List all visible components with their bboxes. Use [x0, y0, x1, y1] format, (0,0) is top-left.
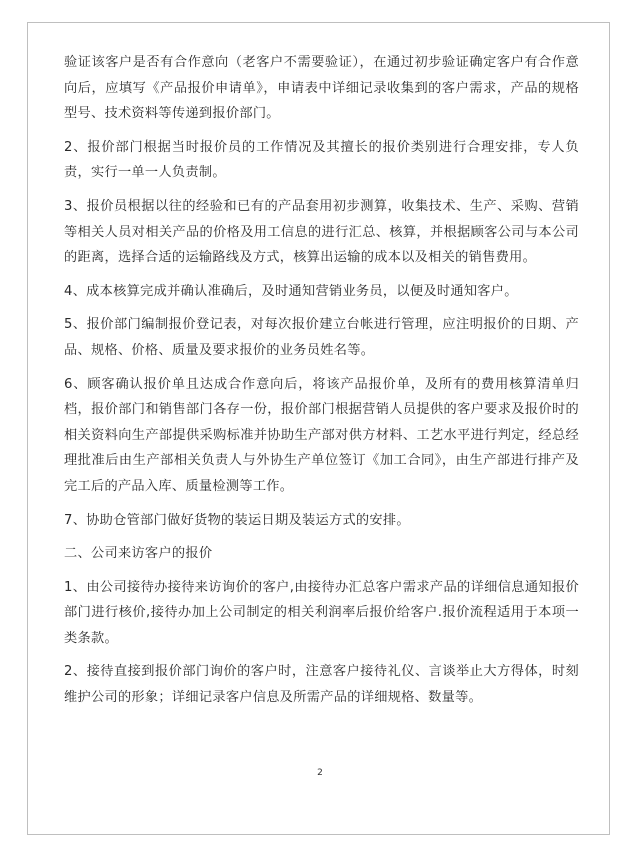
paragraph-item-3: 3、报价员根据以往的经验和已有的产品套用初步测算，收集技术、生产、采购、营销等相关人员对相关产品的价格及用工信息的进行汇总、核算，并根据顾客公司与本公司的距离，选择合适的运输路线及方式，核算出运输的成本以及相关的销售费用。 [64, 198, 579, 266]
paragraph-visitor-item-2: 2、接待直接到报价部门询价的客户时，注意客户接待礼仪、言谈举止大方得体，时刻维护公司的形象；详细记录客户信息及所需产品的详细规格、数量等。 [64, 664, 579, 706]
paragraph-item-7: 7、协助仓管部门做好货物的装运日期及装运方式的安排。 [64, 512, 410, 528]
section-heading-visitor-quotes: 二、公司来访客户的报价 [64, 546, 213, 562]
paragraph-item-4: 4、成本核算完成并确认准确后，及时通知营销业务员，以便及时通知客户。 [64, 283, 518, 299]
document-body [64, 50, 579, 719]
paragraph-item-6: 6、顾客确认报价单且达成合作意向后，将该产品报价单，及所有的费用核算清单归档，报价部门和销售部门各存一份，报价部门根据营销人员提供的客户要求及报价时的相关资料向生产部提供采购标准并协助生产部对供方材料、工艺水平进行判定，经总经理批准后由生产部相关负责人与外协生产单位签订《加工合同》，由生产部进行排产及完工后的产品入库、质量检测等工作。 [64, 376, 579, 494]
paragraph-intro: 验证该客户是否有合作意向（老客户不需要验证），在通过初步验证确定客户有合作意向后，应填写《产品报价申请单》，申请表中详细记录收集到的客户需求，产品的规格型号、技术资料等传递到报价部门。 [64, 55, 579, 122]
paragraph-item-5: 5、报价部门编制报价登记表，对每次报价建立台帐进行管理，应注明报价的日期、产品、规格、价格、质量及要求报价的业务员姓名等。 [64, 317, 579, 358]
page-number: 2 [317, 768, 323, 778]
paragraph-visitor-item-1: 1、由公司接待办接待来访询价的客户,由接待办汇总客户需求产品的详细信息通知报价部门进行核价,接待办加上公司制定的相关利润率后报价给客户.报价流程适用于本项一类条款。 [64, 579, 579, 646]
paragraph-item-2: 2、报价部门根据当时报价员的工作情况及其擅长的报价类别进行合理安排，专人负责，实行一单一人负责制。 [64, 139, 579, 181]
